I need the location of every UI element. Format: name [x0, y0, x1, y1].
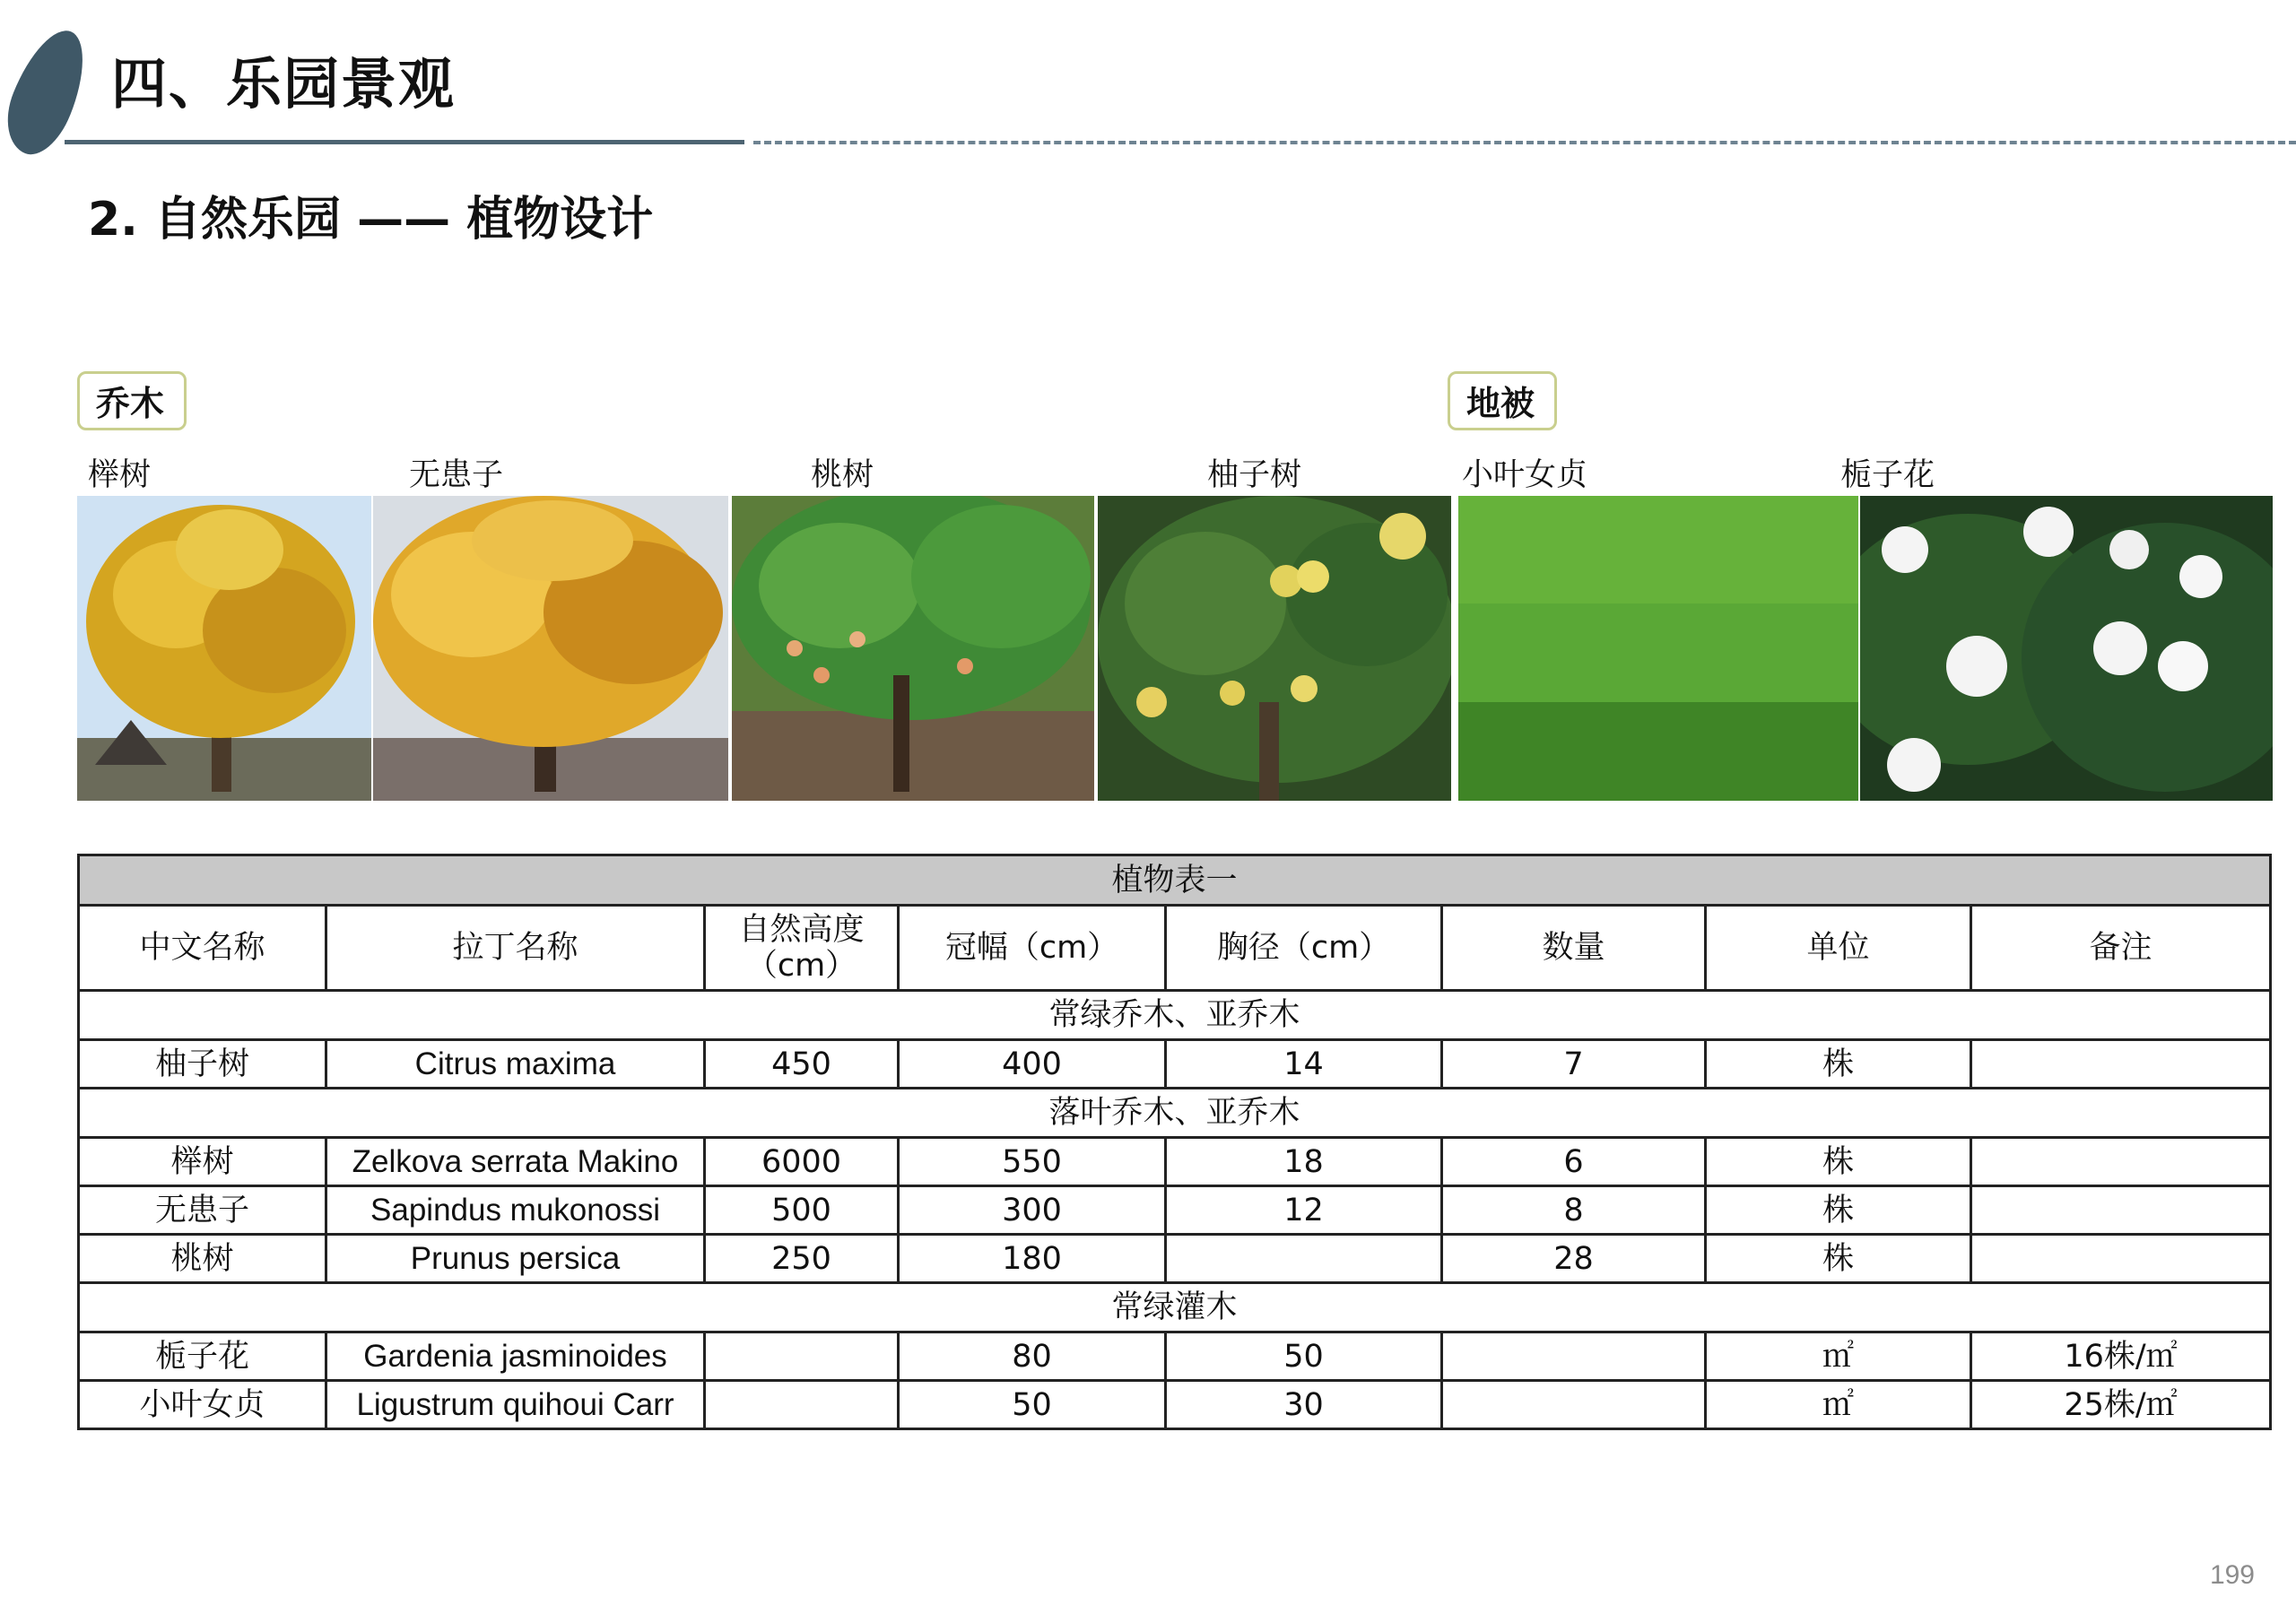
cell-quantity [1442, 1381, 1706, 1429]
table-row [79, 1186, 2271, 1235]
table-row [79, 1040, 2271, 1089]
cell-crown: 400 [899, 1040, 1166, 1089]
tag-trees: 乔木 [77, 371, 187, 430]
cell-dbh: 50 [1166, 1332, 1442, 1381]
table-row [79, 1332, 2271, 1381]
photo-label-soapberry: 无患子 [409, 457, 504, 493]
cell-unit: 株 [1706, 1138, 1971, 1186]
table-row [79, 1138, 2271, 1186]
photo-label-pomelo: 柚子树 [1207, 457, 1302, 493]
cell-note [1971, 1040, 2271, 1089]
cell-latin-name: Gardenia jasminoides [326, 1332, 705, 1381]
cell-height: 250 [705, 1235, 899, 1283]
cell-chinese-name: 无患子 [79, 1186, 326, 1235]
cell-quantity: 8 [1442, 1186, 1706, 1235]
cell-latin-name: Citrus maxima [326, 1040, 705, 1089]
zelkova-tree-photo [77, 496, 371, 801]
cell-height: 500 [705, 1186, 899, 1235]
pomelo-tree-photo [1098, 496, 1451, 801]
cell-latin-name: Ligustrum quihoui Carr [326, 1381, 705, 1429]
cell-note [1971, 1138, 2271, 1186]
page-number: 199 [2209, 1560, 2255, 1590]
header-divider-solid [65, 140, 744, 144]
cell-unit: 株 [1706, 1235, 1971, 1283]
cell-dbh: 30 [1166, 1381, 1442, 1429]
photo-label-zelkova: 榉树 [88, 457, 152, 493]
tag-groundcover: 地被 [1448, 371, 1557, 430]
column-header: 数量 [1442, 906, 1706, 991]
cell-crown: 550 [899, 1138, 1166, 1186]
cell-unit: 株 [1706, 1186, 1971, 1235]
cell-latin-name: Sapindus mukonossi [326, 1186, 705, 1235]
section-subtitle: 2. 自然乐园 —— 植物设计 [88, 193, 654, 247]
privet-hedge-photo [1458, 496, 1858, 801]
cell-dbh: 18 [1166, 1138, 1442, 1186]
cell-unit: 株 [1706, 1040, 1971, 1089]
cell-note: 16株/㎡ [1971, 1332, 2271, 1381]
photo-label-gardenia: 栀子花 [1840, 457, 1935, 493]
table-group-row [79, 991, 2271, 1040]
column-header: 单位 [1706, 906, 1971, 991]
cell-height [705, 1381, 899, 1429]
cell-chinese-name: 栀子花 [79, 1332, 326, 1381]
photo-label-peach: 桃树 [811, 457, 874, 493]
cell-crown: 80 [899, 1332, 1166, 1381]
column-header: 冠幅（cm） [899, 906, 1166, 991]
cell-dbh [1166, 1235, 1442, 1283]
cell-crown: 300 [899, 1186, 1166, 1235]
photo-label-privet: 小叶女贞 [1462, 457, 1588, 493]
page-title: 四、乐园景观 [111, 51, 457, 117]
table-group-row [79, 1089, 2271, 1138]
cell-unit: ㎡ [1706, 1381, 1971, 1429]
cell-chinese-name: 小叶女贞 [79, 1381, 326, 1429]
cell-quantity [1442, 1332, 1706, 1381]
column-header: 备注 [1971, 906, 2271, 991]
peach-tree-photo [732, 496, 1094, 801]
header-divider-dashed [753, 141, 2296, 144]
cell-chinese-name: 榉树 [79, 1138, 326, 1186]
cell-dbh: 12 [1166, 1186, 1442, 1235]
table-group-row [79, 1283, 2271, 1332]
table-row [79, 1235, 2271, 1283]
cell-chinese-name: 柚子树 [79, 1040, 326, 1089]
gardenia-flower-photo [1860, 496, 2273, 801]
cell-quantity: 28 [1442, 1235, 1706, 1283]
column-header: 拉丁名称 [326, 906, 705, 991]
plant-table [77, 854, 2272, 1430]
table-row [79, 1381, 2271, 1429]
cell-note [1971, 1235, 2271, 1283]
cell-latin-name: Zelkova serrata Makino [326, 1138, 705, 1186]
column-header: 自然高度（cm） [705, 906, 899, 991]
cell-chinese-name: 桃树 [79, 1235, 326, 1283]
cell-note: 25株/㎡ [1971, 1381, 2271, 1429]
group-heading: 常绿灌木 [79, 1283, 2271, 1332]
group-heading: 常绿乔木、亚乔木 [79, 991, 2271, 1040]
cell-note [1971, 1186, 2271, 1235]
cell-unit: ㎡ [1706, 1332, 1971, 1381]
table-caption: 植物表一 [79, 855, 2271, 906]
column-header: 中文名称 [79, 906, 326, 991]
cell-crown: 180 [899, 1235, 1166, 1283]
cell-height: 450 [705, 1040, 899, 1089]
group-heading: 落叶乔木、亚乔木 [79, 1089, 2271, 1138]
cell-dbh: 14 [1166, 1040, 1442, 1089]
column-header: 胸径（cm） [1166, 906, 1442, 991]
cell-latin-name: Prunus persica [326, 1235, 705, 1283]
table-caption-row [79, 855, 2271, 906]
cell-quantity: 6 [1442, 1138, 1706, 1186]
cell-height [705, 1332, 899, 1381]
cell-quantity: 7 [1442, 1040, 1706, 1089]
cell-height: 6000 [705, 1138, 899, 1186]
cell-crown: 50 [899, 1381, 1166, 1429]
table-header-row [79, 906, 2271, 991]
soapberry-tree-photo [373, 496, 728, 801]
